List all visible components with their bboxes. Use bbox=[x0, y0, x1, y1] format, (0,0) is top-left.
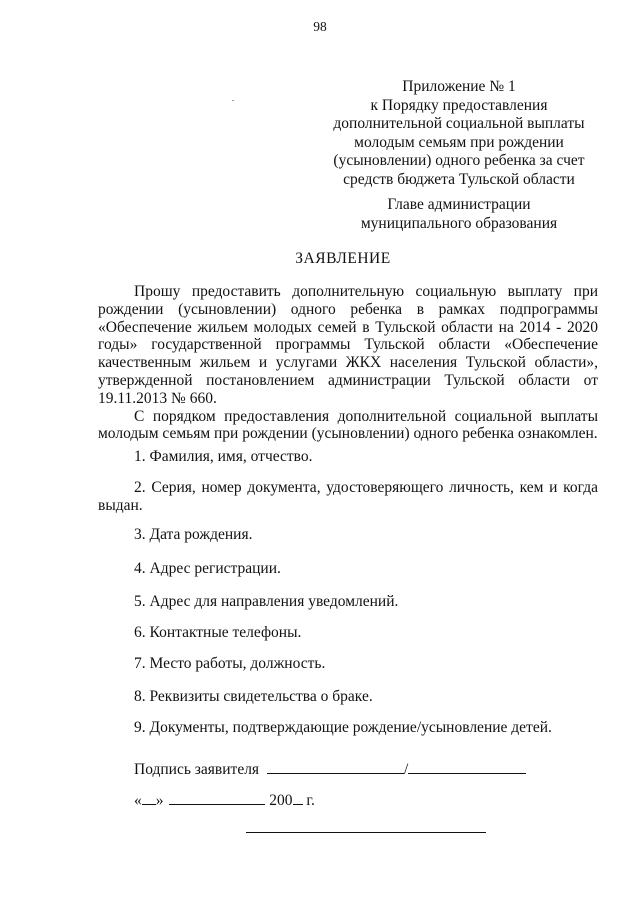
paragraph-line: качественным жильем и услугами ЖКХ населения Тульской области», bbox=[98, 354, 598, 372]
form-item-label: 6. Контактные телефоны. bbox=[134, 624, 302, 641]
form-item-birth-documents bbox=[98, 719, 598, 737]
addressee-line: Главе администрации bbox=[387, 196, 531, 213]
appendix-line: молодым семьям при рождении bbox=[354, 133, 564, 151]
signature-separator: / bbox=[403, 761, 409, 778]
form-item-marriage-certificate bbox=[98, 688, 598, 706]
year-blank bbox=[293, 790, 303, 805]
paragraph-line: рождении (усыновлении) одного ребенка в рамках подпрограммы bbox=[98, 300, 598, 318]
form-item-label: 3. Дата рождения. bbox=[134, 526, 253, 543]
signature-label: Подпись заявителя bbox=[134, 761, 260, 778]
year-suffix: г. bbox=[306, 792, 315, 809]
form-item-label: 4. Адрес регистрации. bbox=[134, 560, 281, 577]
paragraph-line: годы» государственной программы Тульской области «Обеспечение bbox=[98, 336, 598, 354]
paragraph-line: 19.11.2013 № 660. bbox=[98, 389, 217, 407]
month-blank bbox=[169, 790, 265, 805]
form-item-label: 5. Адрес для направления уведомлений. bbox=[134, 593, 399, 610]
date-open-quote: « bbox=[134, 792, 142, 809]
form-item-identity-document bbox=[98, 479, 598, 515]
appendix-line: дополнительной социальной выплаты bbox=[333, 115, 585, 133]
scan-speck bbox=[232, 100, 234, 101]
signature-blank bbox=[267, 759, 404, 774]
form-item-workplace bbox=[98, 655, 598, 673]
addressee-block bbox=[318, 196, 600, 233]
form-item-label: выдан. bbox=[98, 497, 143, 514]
form-item-label: 2. Серия, номер документа, удостоверяющего личность, кем и когда bbox=[134, 479, 598, 496]
form-item-label: 7. Место работы, должность. bbox=[134, 655, 326, 672]
page-number: 98 bbox=[313, 19, 327, 34]
paragraph-line: Прошу предоставить дополнительную социальную выплату при bbox=[134, 283, 598, 300]
bottom-blank-line bbox=[246, 832, 486, 833]
day-blank bbox=[142, 790, 156, 805]
form-item-label: 8. Реквизиты свидетельства о браке. bbox=[134, 688, 373, 705]
appendix-header bbox=[318, 78, 600, 190]
date-line bbox=[134, 790, 315, 810]
paragraph-line: «Обеспечение жильем молодых семей в Тульской области на 2014 - 2020 bbox=[98, 318, 598, 336]
appendix-line: (усыновлении) одного ребенка за счет bbox=[333, 152, 585, 170]
paragraph-line: утвержденной постановлением администрации Тульской области от bbox=[98, 371, 598, 389]
form-item-phones bbox=[98, 624, 598, 642]
date-close-quote: » bbox=[155, 792, 164, 809]
appendix-line: средств бюджета Тульской области bbox=[343, 170, 575, 188]
year-prefix: 200 bbox=[269, 792, 293, 809]
appendix-line: к Порядку предоставления bbox=[370, 96, 548, 114]
form-item-full-name bbox=[98, 448, 598, 466]
document-body bbox=[98, 283, 598, 443]
signature-name-blank bbox=[408, 759, 526, 774]
document-title: ЗАЯВЛЕНИЕ bbox=[295, 250, 391, 267]
form-item-registration-address bbox=[98, 560, 598, 578]
addressee-line: муниципального образования bbox=[360, 214, 558, 232]
form-item-birth-date bbox=[98, 526, 598, 544]
form-item-label: 9. Документы, подтверждающие рождение/усыновление детей. bbox=[134, 719, 552, 736]
paragraph-line: молодым семьям при рождении (усыновлении) одного ребенка ознакомлен. bbox=[98, 425, 598, 443]
form-item-label: 1. Фамилия, имя, отчество. bbox=[134, 448, 313, 465]
paragraph-line: С порядком предоставления дополнительной социальной выплаты bbox=[134, 407, 598, 425]
form-item-notification-address bbox=[98, 593, 598, 611]
appendix-line: Приложение № 1 bbox=[402, 78, 516, 95]
signature-line bbox=[134, 759, 526, 779]
